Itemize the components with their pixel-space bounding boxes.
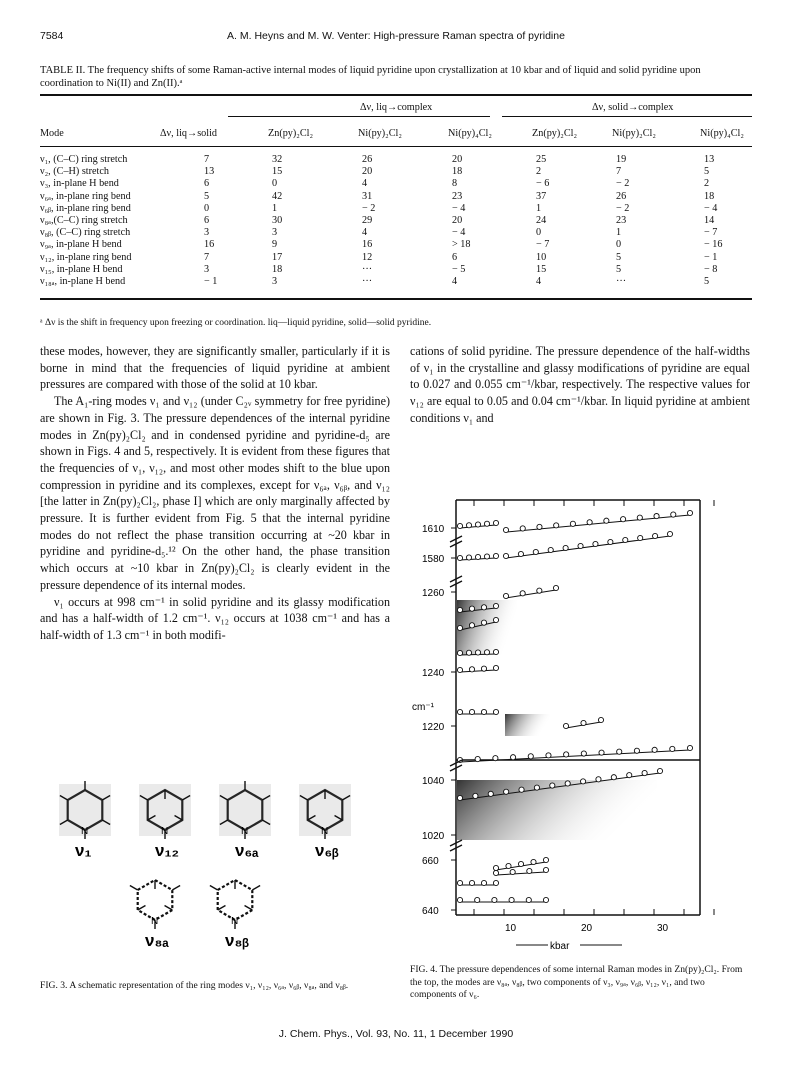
data-point [457, 795, 462, 800]
data-point [481, 605, 486, 610]
data-point [563, 723, 568, 728]
data-point [469, 667, 474, 672]
data-point [510, 755, 515, 760]
value-cell: 5 [204, 190, 210, 202]
mode-trace [457, 520, 498, 528]
value-cell: 13 [704, 154, 715, 165]
data-point [596, 777, 601, 782]
value-cell: 4 [536, 276, 542, 287]
data-point [581, 720, 586, 725]
table-caption: TABLE II. The frequency shifts of some Raman-active internal modes of liquid pyridine upon crystallization at 10 kbar and of liquid and solid pyridine upon coordination to Ni(II) and Zn(II).ᵃ [40, 65, 701, 89]
shading [505, 714, 550, 736]
column-header: Ni(py)₄Cl₂ [448, 128, 492, 139]
data-point [526, 897, 531, 902]
shading [457, 600, 517, 655]
value-cell: − 4 [452, 202, 466, 214]
column-header: Ni(py)₂Cl₂ [358, 128, 402, 139]
value-cell: 30 [272, 215, 283, 226]
data-point [457, 625, 462, 630]
data-point [687, 745, 692, 750]
paragraph: cations of solid pyridine. The pressure dependence of the half-widths of ν₁ in the crystalline and glassy modifications of pyridine are equal to 0.027 and 0.055 cm⁻¹/kbar, respectively. The respective values for ν₁₂ are equal to 0.05 and 0.04 cm⁻¹/kbar. In liquid pyridine at ambient conditions ν₁ and [410, 344, 750, 425]
value-cell: 1 [272, 202, 278, 214]
data-point [578, 543, 583, 548]
value-cell: − 4 [704, 202, 718, 214]
data-point [593, 541, 598, 546]
y-tick-label: 1220 [422, 722, 445, 733]
data-point [484, 521, 489, 526]
ring-mode-schematic [219, 781, 271, 860]
data-point [611, 775, 616, 780]
data-point [503, 593, 508, 598]
fig3-caption: FIG. 3. A schematic representation of the ring modes ν₁, ν₁₂, ν₆ₐ, ν₆ᵦ, ν₈ₐ, and ν₈ᵦ. [40, 980, 349, 991]
mode-cell: ν₈ₐ,(C–C) ring stretch [40, 215, 128, 226]
data-point [493, 603, 498, 608]
data-point [543, 857, 548, 862]
mode-trace [503, 585, 558, 598]
value-cell: − 16 [704, 239, 723, 251]
data-point [484, 554, 489, 559]
data-point [466, 523, 471, 528]
nitrogen-label: N [231, 916, 239, 927]
value-cell: 16 [204, 239, 215, 251]
mode-cell: ν₃, in-plane H bend [40, 178, 119, 190]
data-point [550, 783, 555, 788]
value-cell: 4 [362, 227, 368, 239]
x-axis-label: kbar [550, 941, 570, 952]
data-point [564, 752, 569, 757]
data-point [493, 880, 498, 885]
mode-trace [503, 531, 672, 558]
y-tick-label: 640 [422, 906, 439, 917]
data-point [604, 518, 609, 523]
paragraph: The A₁-ring modes ν₁ and ν₁₂ (under C₂ᵥ symmetry for free pyridine) are shown in Fig. 3. The pressure dependences of the internal pyridine modes in Zn(py)₂Cl₂ and in condensed pyridine and pyridine-d₅ are shown in Figs. 4 and 5, respectively. It is evident from these figures that the frequencies of ν₁, ν₁₂, and most other modes shift to the blue upon compression in pyridine and its complexes, except for ν₆ₐ, ν₆ᵦ, and ν₁₂ [the latter in Zn(py)₂Cl₂, phase I] which are only marginally affected by pressure. It is further evident from Fig. 5 that the internal pyridine modes do not reflect the phase transition occurring at ~20 kbar in pyridine and pyridine-d₅.¹² On the other hand, the phase transition which occurs at ~10 kbar in Zn(py)₂Cl₂ is clearly evident in the pressure dependence of its internal modes. [40, 394, 390, 592]
data-point [469, 623, 474, 628]
data-point [493, 520, 498, 525]
value-cell: 0 [204, 202, 210, 214]
mode-label: ν₈ₐ [145, 931, 169, 950]
data-point [581, 751, 586, 756]
value-cell: 13 [204, 166, 215, 178]
mode-cell: ν₆ᵦ, in-plane ring bend [40, 202, 131, 214]
data-point [469, 880, 474, 885]
data-point [563, 545, 568, 550]
ring-mode-schematic [130, 880, 180, 950]
value-cell: 14 [704, 215, 715, 226]
data-point [638, 535, 643, 540]
x-tick-label: 30 [657, 923, 669, 934]
paragraph: these modes, however, they are significantly smaller, particularly if it is borne in mind that the frequencies of liquid pyridine at ambient pressures are compared with those of the solid at 10 kbar. [40, 344, 390, 392]
value-cell: − 4 [452, 227, 466, 239]
data-point [466, 650, 471, 655]
value-cell: > 18 [452, 239, 471, 251]
data-point [598, 717, 603, 722]
value-cell: − 5 [452, 263, 466, 275]
column-header: Zn(py)₂Cl₂ [268, 128, 314, 139]
mode-trace [457, 665, 498, 672]
data-point [548, 547, 553, 552]
table-row [40, 191, 752, 202]
mode-cell: ν₈ᵦ, (C–C) ring stretch [40, 227, 131, 239]
table-row [40, 203, 752, 214]
nitrogen-label: N [241, 826, 249, 837]
data-point [503, 527, 508, 532]
data-point [488, 791, 493, 796]
value-cell: 19 [616, 154, 627, 165]
data-point [475, 756, 480, 761]
mode-label: ν₈ᵦ [225, 931, 250, 950]
data-point [457, 709, 462, 714]
data-point [587, 520, 592, 525]
ring-mode-schematic [210, 880, 260, 950]
mode-cell: ν₉ₐ, in-plane H bend [40, 239, 122, 251]
mode-label: ν₁₂ [155, 841, 180, 860]
table-row [40, 252, 752, 263]
value-cell: 23 [616, 215, 627, 226]
data-point [537, 524, 542, 529]
data-point [493, 865, 498, 870]
data-point [475, 897, 480, 902]
data-point [667, 531, 672, 536]
data-point [531, 859, 536, 864]
value-cell: − 7 [536, 239, 550, 251]
mode-cell: ν₂, (C–H) stretch [40, 166, 109, 178]
data-point [534, 785, 539, 790]
value-cell: − 2 [616, 178, 630, 190]
data-point [527, 868, 532, 873]
value-cell: 7 [204, 251, 210, 263]
value-cell: ··· [616, 276, 627, 287]
x-tick-label: 10 [505, 923, 517, 934]
data-point [570, 521, 575, 526]
value-cell: − 1 [204, 276, 218, 287]
value-cell: 31 [362, 190, 373, 202]
nitrogen-label: N [151, 916, 159, 927]
data-point [546, 753, 551, 758]
mode-label: ν₆ₐ [235, 841, 259, 860]
data-point [469, 709, 474, 714]
table-header-row [40, 128, 752, 139]
value-cell: 5 [616, 263, 622, 275]
value-cell: 4 [362, 178, 368, 190]
data-point [620, 517, 625, 522]
value-cell: 20 [452, 154, 463, 165]
mode-trace [457, 880, 498, 885]
value-cell: 5 [704, 276, 710, 287]
data-point [657, 768, 662, 773]
table-row [40, 154, 752, 165]
data-point [457, 555, 462, 560]
table-row [40, 239, 752, 250]
value-cell: 10 [536, 251, 547, 263]
column-header: Ni(py)₂Cl₂ [612, 128, 656, 139]
mode-trace [563, 717, 603, 728]
ring-mode-schematic [299, 784, 351, 860]
nitrogen-label: N [81, 826, 89, 837]
table-row [40, 215, 752, 226]
data-point [520, 526, 525, 531]
value-cell: − 8 [704, 263, 718, 275]
value-cell: − 1 [704, 251, 718, 263]
data-point [457, 607, 462, 612]
value-cell: 23 [452, 190, 463, 202]
value-cell: ··· [362, 276, 373, 287]
data-point [518, 861, 523, 866]
data-point [617, 749, 622, 754]
data-point [554, 523, 559, 528]
mode-cell: ν₁₈ₐ, in-plane H bend [40, 276, 126, 287]
y-tick-label: 1040 [422, 776, 445, 787]
fig3-ring-modes [40, 755, 390, 975]
data-point [652, 533, 657, 538]
data-point [670, 746, 675, 751]
value-cell: 25 [536, 154, 547, 165]
value-cell: 24 [536, 215, 547, 226]
value-cell: 26 [616, 190, 627, 202]
y-tick-label: 1020 [422, 831, 445, 842]
value-cell: 1 [536, 202, 542, 214]
value-cell: 7 [204, 154, 210, 165]
mode-trace [457, 553, 498, 560]
mode-trace [493, 857, 548, 870]
running-title: A. M. Heyns and M. W. Venter: High-pressure Raman spectra of pyridine [227, 30, 565, 42]
nitrogen-label: N [321, 826, 329, 837]
data-point [475, 554, 480, 559]
data-point [627, 773, 632, 778]
ring-mode-schematic [139, 784, 191, 860]
data-point [608, 539, 613, 544]
mode-trace [503, 510, 692, 532]
paragraph: ν₁ occurs at 998 cm⁻¹ in solid pyridine and its glassy modification and has a half-width of 1.2 cm⁻¹. ν₁₂ occurs at 1038 cm⁻¹ and has a half-width of 1.3 cm⁻¹ in both modifi- [40, 594, 390, 642]
value-cell: 9 [272, 239, 278, 251]
fig4-caption: FIG. 4. The pressure dependences of some internal Raman modes in Zn(py)₂Cl₂. From the top, the modes are ν₈ₐ, ν₈ᵦ, two components of ν₃, ν₉ₐ, ν₆ᵦ, ν₁₂, ν₁, and two components of ν₆. [410, 964, 743, 1000]
y-tick-label: 1260 [422, 588, 445, 599]
data-point [652, 747, 657, 752]
data-point [493, 553, 498, 558]
value-cell: 1 [616, 227, 622, 239]
table-row [40, 166, 752, 177]
data-point [519, 787, 524, 792]
data-point [518, 551, 523, 556]
value-cell: 6 [204, 215, 210, 226]
mode-cell: ν₁₅, in-plane H bend [40, 263, 123, 275]
data-point [457, 650, 462, 655]
group-header-liq: Δν, liq→complex [360, 102, 433, 113]
data-point [457, 523, 462, 528]
data-point [687, 510, 692, 515]
value-cell: 18 [272, 263, 283, 275]
y-tick-label: 1580 [422, 554, 445, 565]
value-cell: 7 [616, 166, 622, 178]
value-cell: − 6 [536, 178, 550, 190]
data-point [506, 863, 511, 868]
column-header: Mode [40, 128, 64, 139]
mode-cell: ν₁₂, in-plane ring bend [40, 251, 132, 263]
data-point [493, 709, 498, 714]
value-cell: 0 [536, 227, 542, 239]
value-cell: 32 [272, 154, 283, 165]
value-cell: 26 [362, 154, 373, 165]
value-cell: 15 [536, 263, 547, 275]
value-cell: 18 [452, 166, 463, 178]
value-cell: 3 [272, 227, 278, 239]
value-cell: 20 [362, 166, 373, 178]
value-cell: 12 [362, 251, 373, 263]
table-footnote: ᵃ Δν is the shift in frequency upon freezing or coordination. liq—liquid pyridine, solid—solid pyridine. [40, 318, 432, 328]
mode-trace [457, 897, 548, 902]
value-cell: 8 [452, 178, 458, 190]
value-cell: 6 [204, 178, 210, 190]
data-point [484, 650, 489, 655]
data-point [654, 513, 659, 518]
table-row [40, 178, 752, 189]
data-point [565, 781, 570, 786]
value-cell: 0 [616, 239, 622, 251]
data-point [634, 748, 639, 753]
value-cell: 2 [536, 166, 542, 178]
data-point [493, 870, 498, 875]
data-point [457, 880, 462, 885]
data-point [493, 756, 498, 761]
page-number: 7584 [40, 30, 64, 42]
column-header: Ni(py)₄Cl₂ [700, 128, 744, 139]
data-point [623, 537, 628, 542]
value-cell: 42 [272, 190, 283, 202]
right-column-text [410, 343, 750, 427]
data-point [475, 650, 480, 655]
value-cell: 15 [272, 166, 283, 178]
data-point [637, 515, 642, 520]
value-cell: 0 [272, 178, 278, 190]
value-cell: 16 [362, 239, 373, 251]
group-header-solid: Δν, solid→complex [592, 102, 674, 113]
value-cell: ··· [362, 263, 373, 275]
value-cell: 20 [452, 215, 463, 226]
value-cell: − 2 [362, 202, 376, 214]
table-row [40, 227, 752, 238]
y-axis-label: cm⁻¹ [412, 702, 434, 713]
data-point [580, 779, 585, 784]
data-point [533, 549, 538, 554]
mode-label: ν₁ [75, 841, 92, 860]
data-point [493, 665, 498, 670]
data-point [473, 793, 478, 798]
value-cell: 18 [704, 190, 715, 202]
table-row [40, 276, 752, 287]
value-cell: 3 [204, 263, 210, 275]
value-cell: 3 [272, 276, 278, 287]
data-point [481, 880, 486, 885]
data-point [481, 709, 486, 714]
value-cell: 4 [452, 276, 458, 287]
column-header: Δν, liq→solid [160, 128, 218, 139]
data-point [466, 555, 471, 560]
data-point [493, 649, 498, 654]
mode-cell: ν₆ₐ, in-plane ring bend [40, 190, 131, 202]
data-point [469, 606, 474, 611]
y-tick-label: 660 [422, 856, 439, 867]
data-point [503, 553, 508, 558]
ring-mode-schematic [59, 781, 111, 860]
data-point [481, 620, 486, 625]
y-tick-label: 1610 [422, 524, 445, 535]
value-cell: 37 [536, 190, 547, 202]
data-point [457, 667, 462, 672]
data-point [504, 789, 509, 794]
y-tick-label: 1240 [422, 668, 445, 679]
mode-trace [457, 709, 498, 714]
data-point [492, 897, 497, 902]
mode-cell: ν₁, (C–C) ring stretch [40, 154, 128, 165]
data-point [543, 867, 548, 872]
table-row [40, 264, 752, 275]
data-point [509, 897, 514, 902]
data-point [493, 617, 498, 622]
shading [457, 780, 657, 840]
value-cell: 5 [704, 166, 710, 178]
data-point [520, 591, 525, 596]
mode-label: ν₆ᵦ [315, 841, 339, 860]
data-point [475, 522, 480, 527]
data-point [528, 754, 533, 759]
value-cell: − 7 [704, 227, 718, 239]
data-point [553, 585, 558, 590]
value-cell: 6 [452, 251, 458, 263]
data-point [543, 897, 548, 902]
value-cell: 29 [362, 215, 373, 226]
x-tick-label: 20 [581, 923, 593, 934]
data-point [457, 897, 462, 902]
nitrogen-label: N [161, 826, 169, 837]
data-point [510, 869, 515, 874]
fig4-pressure-plot [400, 490, 760, 960]
running-header [40, 30, 752, 46]
value-cell: 5 [616, 251, 622, 263]
data-point [671, 512, 676, 517]
value-cell: 17 [272, 251, 283, 263]
value-cell: − 2 [616, 202, 630, 214]
data-point [537, 588, 542, 593]
value-cell: 3 [204, 227, 210, 239]
column-header: Zn(py)₂Cl₂ [532, 128, 578, 139]
left-column-text [40, 343, 390, 644]
journal-footer: J. Chem. Phys., Vol. 93, No. 11, 1 December 1990 [278, 1028, 514, 1040]
data-point [599, 750, 604, 755]
data-point [481, 666, 486, 671]
value-cell: 2 [704, 178, 710, 190]
data-point [642, 770, 647, 775]
